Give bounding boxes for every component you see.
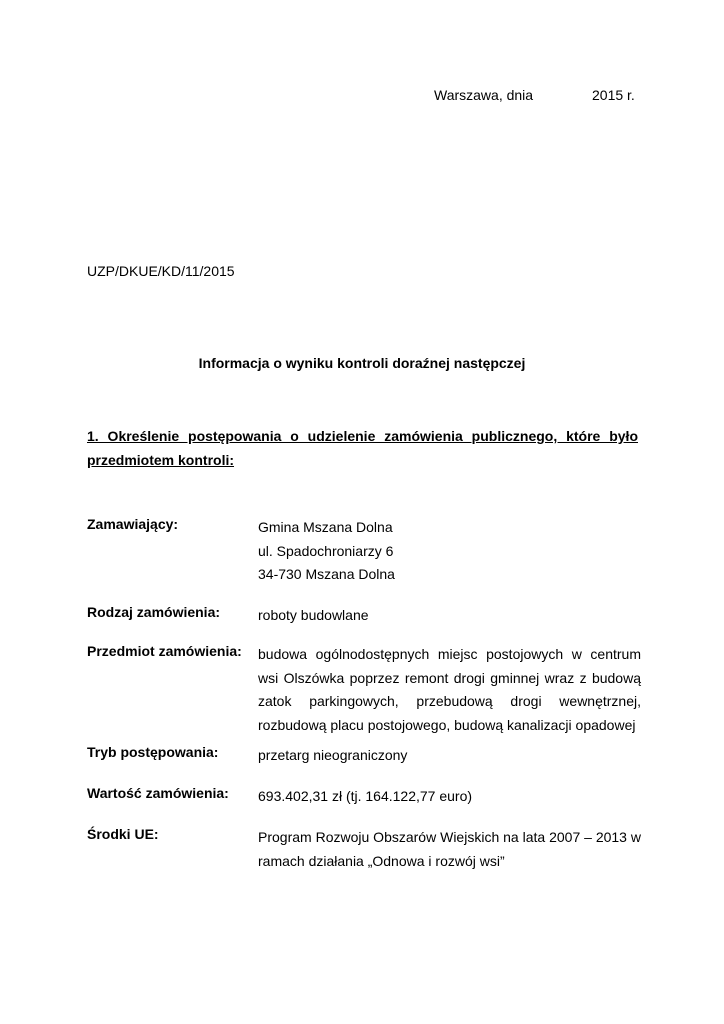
place-date-text: Warszawa, dnia — [434, 87, 534, 103]
field-label-wartosc: Wartość zamówienia: — [87, 785, 229, 801]
document-title: Informacja o wyniku kontroli doraźnej następczej — [198, 355, 526, 371]
field-value-przedmiot: budowa ogólnodostępnych miejsc postojowych w centrum wsi Olszówka poprzez remont drogi gminnej wraz z budową zatok parkingowych, przebudową drogi wewnętrznej, rozbudową placu postojowego, budową kanalizacji opadowej — [258, 646, 641, 733]
field-value-rodzaj: roboty budowlane — [258, 607, 369, 623]
field-value-tryb: przetarg nieograniczony — [258, 747, 408, 763]
field-value-zamawiajacy — [258, 516, 641, 587]
field-label-zamawiajacy: Zamawiający: — [87, 516, 179, 532]
field-label-srodki: Środki UE: — [87, 826, 159, 842]
place-date-line — [434, 87, 635, 103]
address-line-2: ul. Spadochroniarzy 6 — [258, 542, 394, 559]
address-line-3: 34-730 Mszana Dolna — [258, 566, 395, 582]
section-1-heading: 1. Określenie postępowania o udzielenie zamówienia publicznego, które było przedmiotem kontroli: — [87, 428, 638, 468]
reference-number: UZP/DKUE/KD/11/2015 — [87, 263, 235, 279]
year-text: 2015 r. — [592, 87, 635, 103]
address-line-1: Gmina Mszana Dolna — [258, 519, 393, 535]
field-label-przedmiot: Przedmiot zamówienia: — [87, 643, 242, 659]
field-value-wartosc: 693.402,31 zł (tj. 164.122,77 euro) — [258, 788, 473, 804]
field-label-tryb: Tryb postępowania: — [87, 744, 219, 760]
field-value-srodki: Program Rozwoju Obszarów Wiejskich na lata 2007 – 2013 w ramach działania „Odnowa i rozwój wsi” — [258, 829, 641, 869]
field-label-rodzaj: Rodzaj zamówienia: — [87, 604, 221, 620]
